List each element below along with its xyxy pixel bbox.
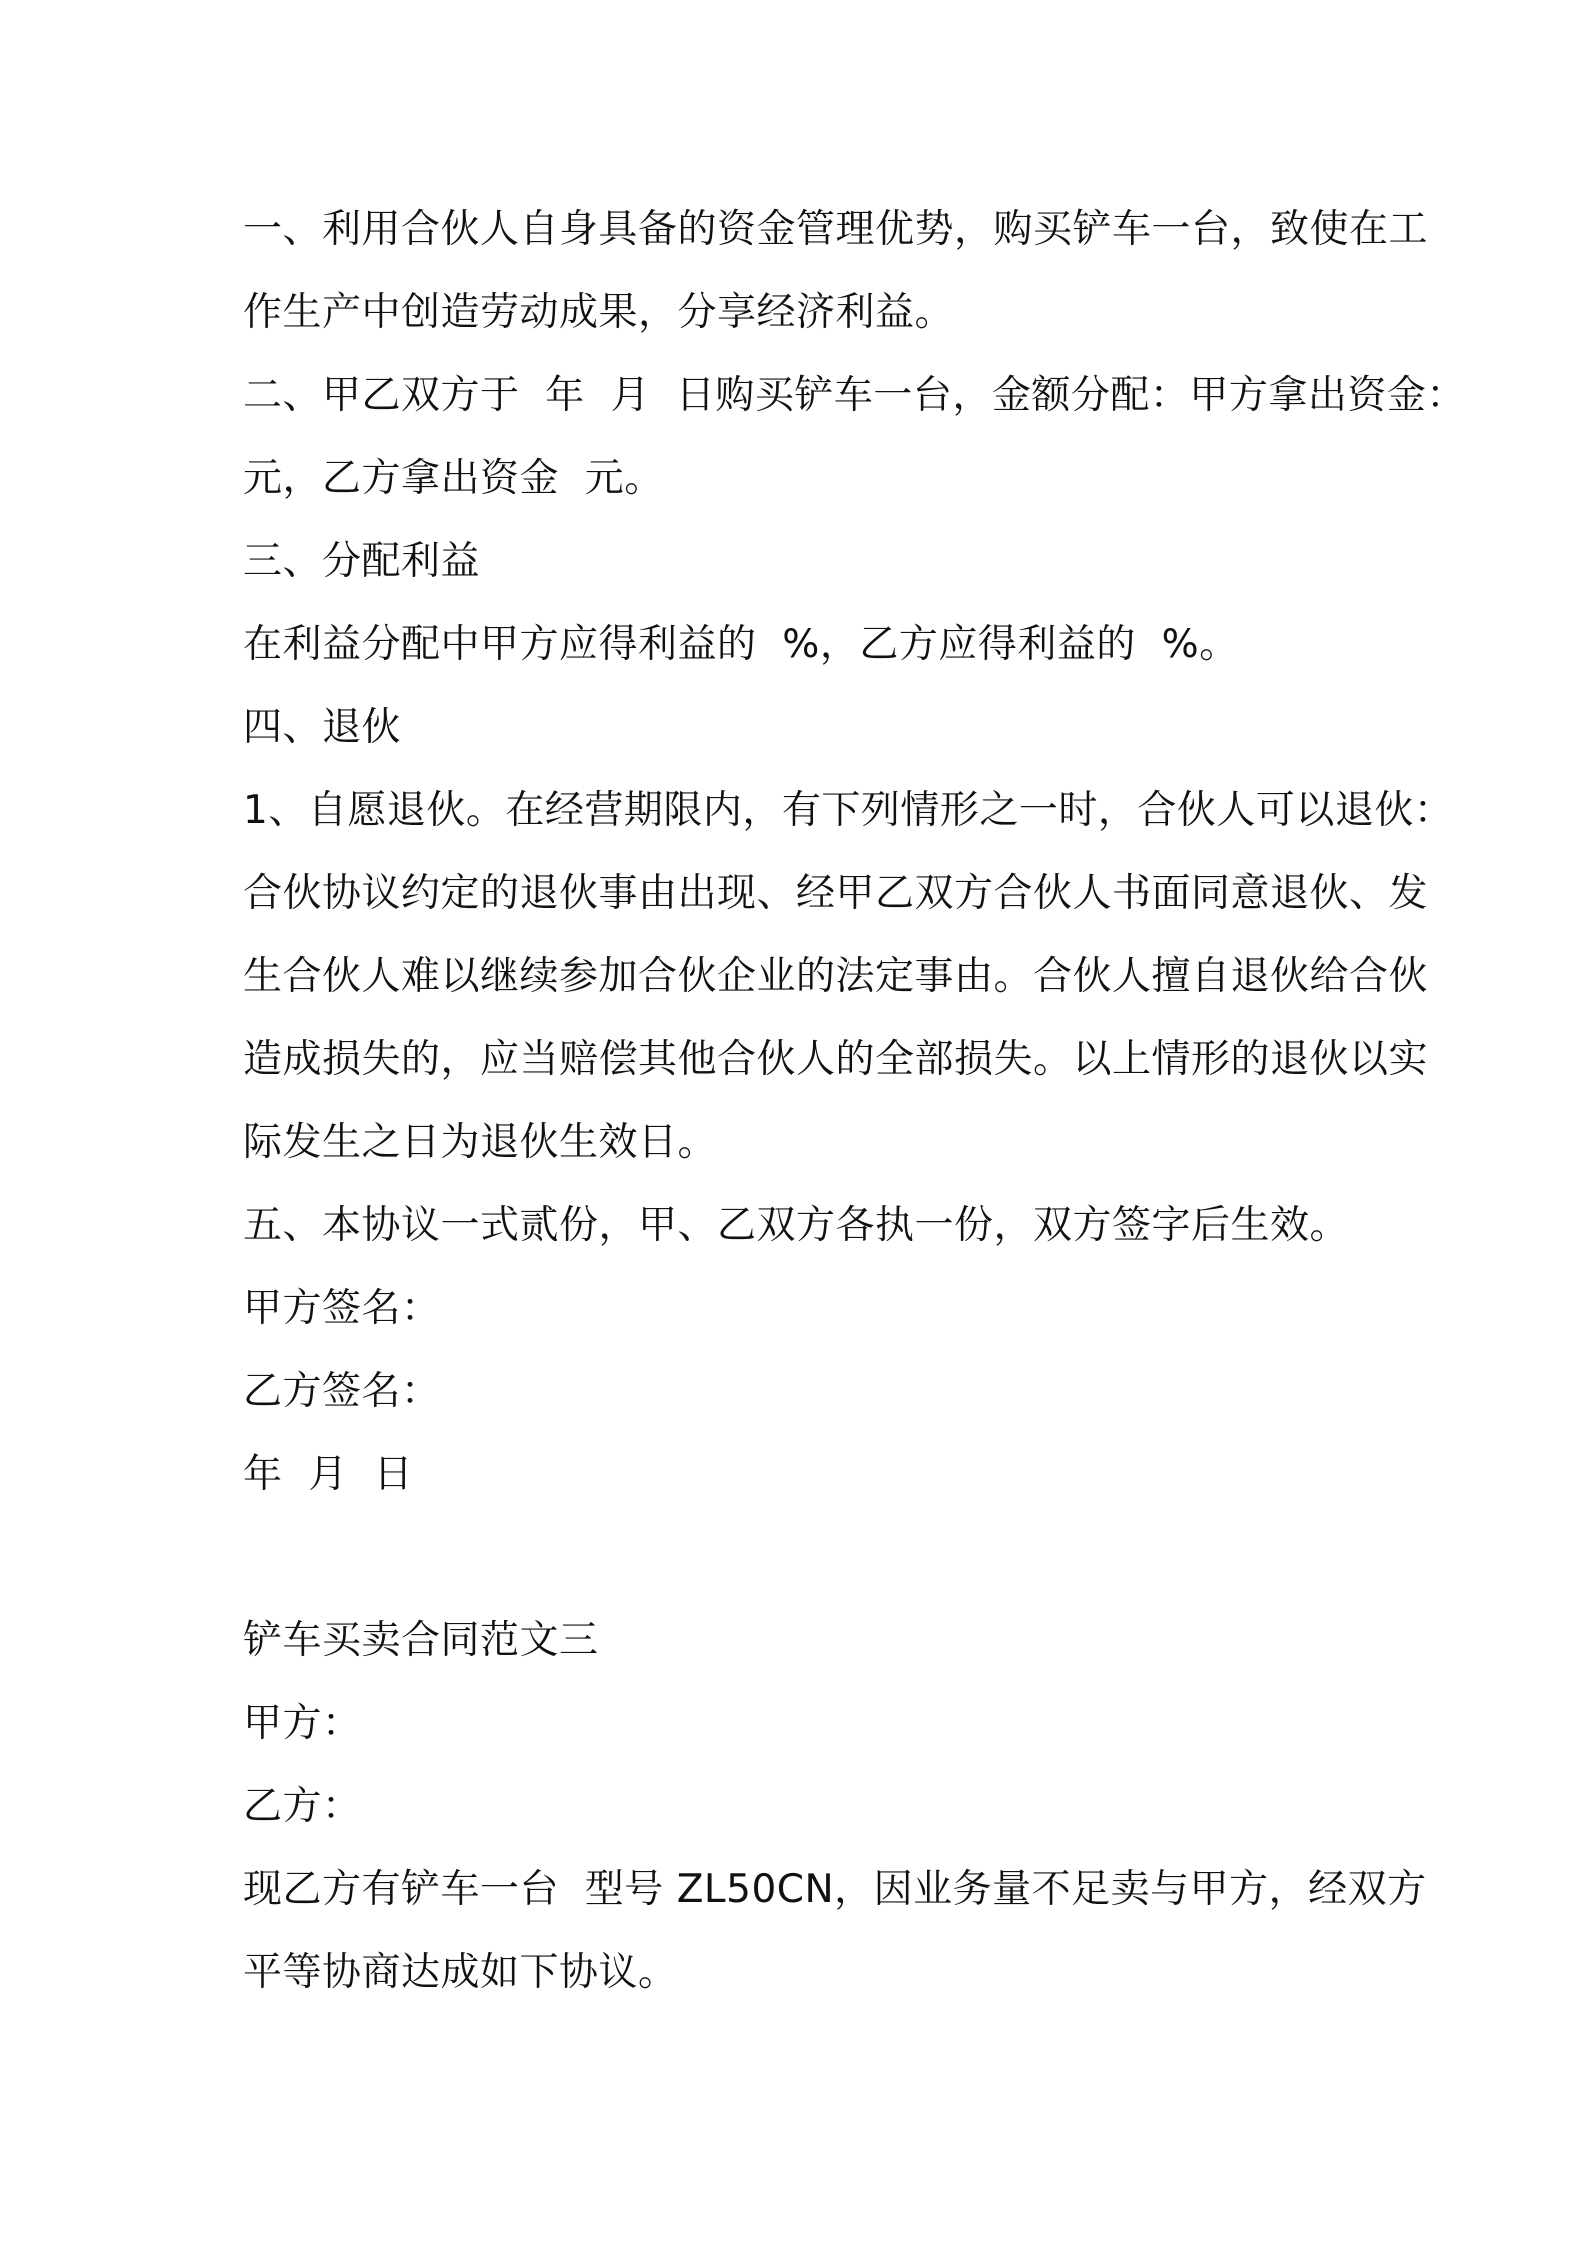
intro-line-1: 现乙方有铲车一台 型号 ZL50CN，因业务量不足卖与甲方，经双方 <box>243 1867 1427 1912</box>
party-b-signature: 乙方签名： <box>243 1369 441 1414</box>
clause-4-line-1: 1、自愿退伙。在经营期限内，有下列情形之一时，合伙人可以退伙： <box>243 788 1454 833</box>
party-a-signature: 甲方签名： <box>243 1286 441 1331</box>
clause-3-heading: 三、分配利益 <box>243 539 481 584</box>
clause-5: 五、本协议一式贰份，甲、乙双方各执一份，双方签字后生效。 <box>243 1203 1350 1248</box>
party-b-label: 乙方： <box>243 1784 362 1829</box>
clause-4-line-2: 合伙协议约定的退伙事由出现、经甲乙双方合伙人书面同意退伙、发 <box>243 871 1429 916</box>
clause-1-line-2: 作生产中创造劳动成果，分享经济利益。 <box>243 290 955 335</box>
party-a-label: 甲方： <box>243 1701 362 1746</box>
clause-1-line-1: 一、利用合伙人自身具备的资金管理优势，购买铲车一台，致使在工 <box>243 207 1429 252</box>
clause-4-line-4: 造成损失的，应当赔偿其他合伙人的全部损失。以上情形的退伙以实 <box>243 1037 1429 1082</box>
clause-2-line-1: 二、甲乙双方于 年 月 日购买铲车一台，金额分配：甲方拿出资金： <box>243 373 1466 418</box>
clause-4-heading: 四、退伙 <box>243 705 402 750</box>
clause-3-body: 在利益分配中甲方应得利益的 %，乙方应得利益的 %。 <box>243 622 1239 667</box>
clause-4-line-3: 生合伙人难以继续参加合伙企业的法定事由。合伙人擅自退伙给合伙 <box>243 954 1429 999</box>
clause-2-line-2: 元，乙方拿出资金 元。 <box>243 456 664 501</box>
intro-line-2: 平等协商达成如下协议。 <box>243 1950 678 1995</box>
date-line: 年 月 日 <box>243 1452 414 1497</box>
section-title: 铲车买卖合同范文三 <box>243 1618 599 1663</box>
clause-4-line-5: 际发生之日为退伙生效日。 <box>243 1120 718 1165</box>
